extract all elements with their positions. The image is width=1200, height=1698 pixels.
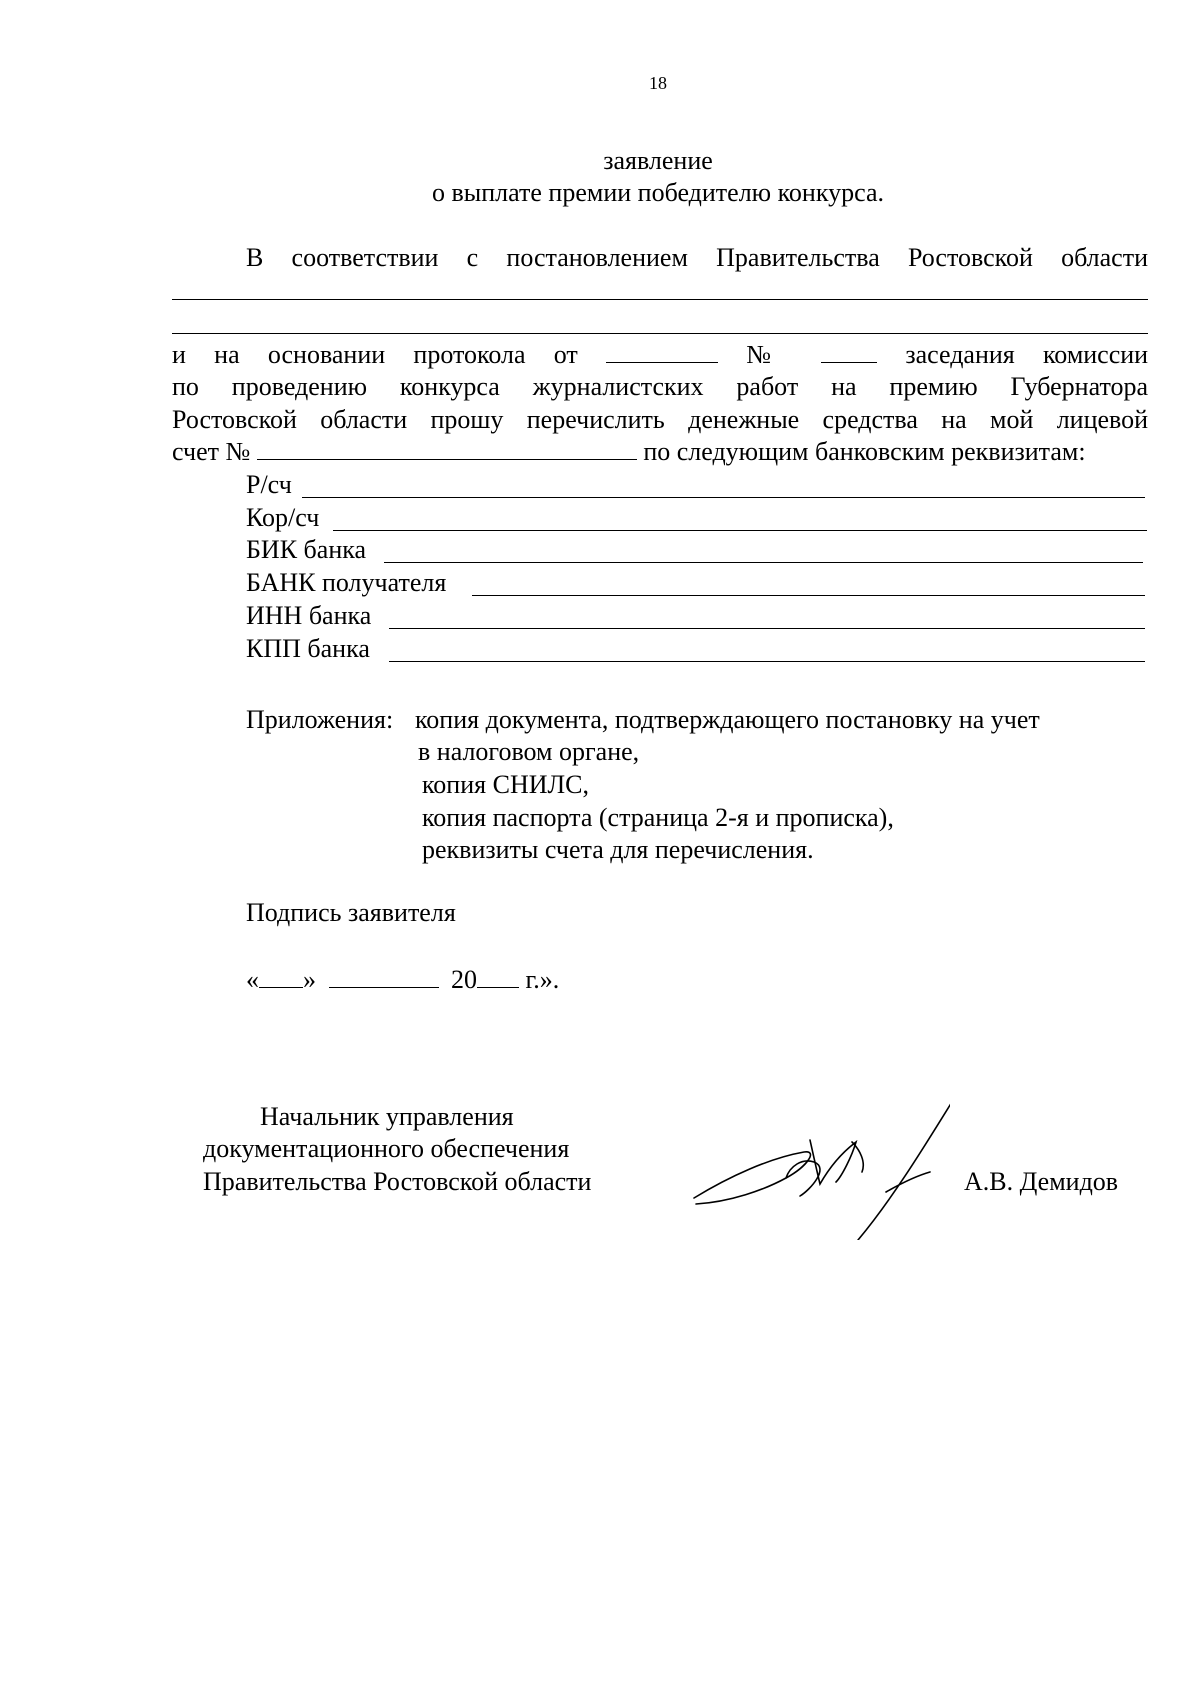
word: лицевой (1056, 405, 1149, 434)
attachment-item: копия паспорта (страница 2-я и прописка), (422, 803, 894, 832)
text-from: от (553, 340, 578, 369)
text-meeting: заседания (905, 340, 1015, 369)
attachment-item: реквизиты счета для перечисления. (422, 835, 814, 864)
word: перечислить (526, 405, 665, 434)
bank-bik-blank (384, 562, 1143, 563)
year-suffix: г.». (525, 965, 560, 994)
year-blank (477, 965, 519, 988)
text-commission: комиссии (1043, 340, 1149, 369)
word: журналистских (532, 372, 704, 401)
word: денежные (688, 405, 800, 434)
date-line (246, 965, 559, 995)
label-recipient-bank: БАНК получателя (246, 568, 447, 597)
signer-position-line-1: Начальник управления (260, 1102, 514, 1131)
correspondent-account-blank (333, 530, 1147, 531)
label-bank-kpp: КПП банка (246, 634, 370, 663)
word: Губернатора (1010, 372, 1149, 401)
text-protocol: протокола (413, 340, 526, 369)
settlement-account-blank (302, 497, 1145, 498)
text-bank-details: по следующим банковским реквизитам: (643, 437, 1086, 466)
attachment-item: копия СНИЛС, (422, 770, 589, 799)
word: прошу (430, 405, 504, 434)
document-title: заявление (603, 146, 713, 175)
document-subtitle: о выплате премии победителю конкурса. (432, 178, 884, 207)
close-quote: » (303, 965, 316, 994)
resolution-blank-line-1 (172, 299, 1148, 300)
word: мой (990, 405, 1034, 434)
word: средства (822, 405, 918, 434)
word: на (831, 372, 857, 401)
word: работ (736, 372, 799, 401)
protocol-date-blank (606, 340, 718, 363)
account-number-blank (257, 437, 637, 460)
page-number: 18 (649, 73, 667, 93)
word: по проведению (172, 372, 368, 401)
account-row (172, 437, 1086, 467)
label-bank-bik: БИК банка (246, 535, 367, 564)
attachment-item: в налоговом органе, (418, 737, 640, 766)
label-bank-inn: ИНН банка (246, 601, 372, 630)
applicant-signature-label: Подпись заявителя (246, 898, 456, 927)
resolution-blank-line-2 (172, 333, 1148, 334)
word: премию (889, 372, 978, 401)
label-settlement-account: Р/сч (246, 470, 292, 499)
open-quote: « (246, 965, 259, 994)
handwritten-signature (690, 1080, 950, 1240)
bank-inn-blank (389, 628, 1145, 629)
intro-paragraph (246, 243, 1148, 273)
word: конкурса (399, 372, 500, 401)
month-blank (329, 965, 439, 988)
attachments-label: Приложения: (246, 705, 394, 734)
signer-position-line-2: документационного обеспечения (203, 1134, 570, 1163)
year-prefix: 20 (451, 965, 477, 994)
text-number-sign: № (746, 340, 793, 369)
signer-name: А.В. Демидов (964, 1167, 1119, 1196)
day-blank (259, 965, 303, 988)
bank-kpp-blank (389, 661, 1145, 662)
word: Ростовской (172, 405, 297, 434)
contest-row (172, 372, 1148, 402)
protocol-number-blank (821, 340, 877, 363)
text-on-basis: и на основании (172, 340, 386, 369)
word: области (320, 405, 408, 434)
text-account-number: счет № (172, 437, 251, 466)
label-correspondent-account: Кор/сч (246, 503, 320, 532)
intro-text: В соответствии с постановлением Правительства Ростовской области (246, 243, 1148, 272)
recipient-bank-blank (472, 595, 1145, 596)
request-row (172, 405, 1148, 435)
protocol-row (172, 340, 1148, 370)
signer-position-line-3: Правительства Ростовской области (203, 1167, 592, 1196)
word: на (941, 405, 967, 434)
attachment-item: копия документа, подтверждающего постановку на учет (415, 705, 1040, 734)
